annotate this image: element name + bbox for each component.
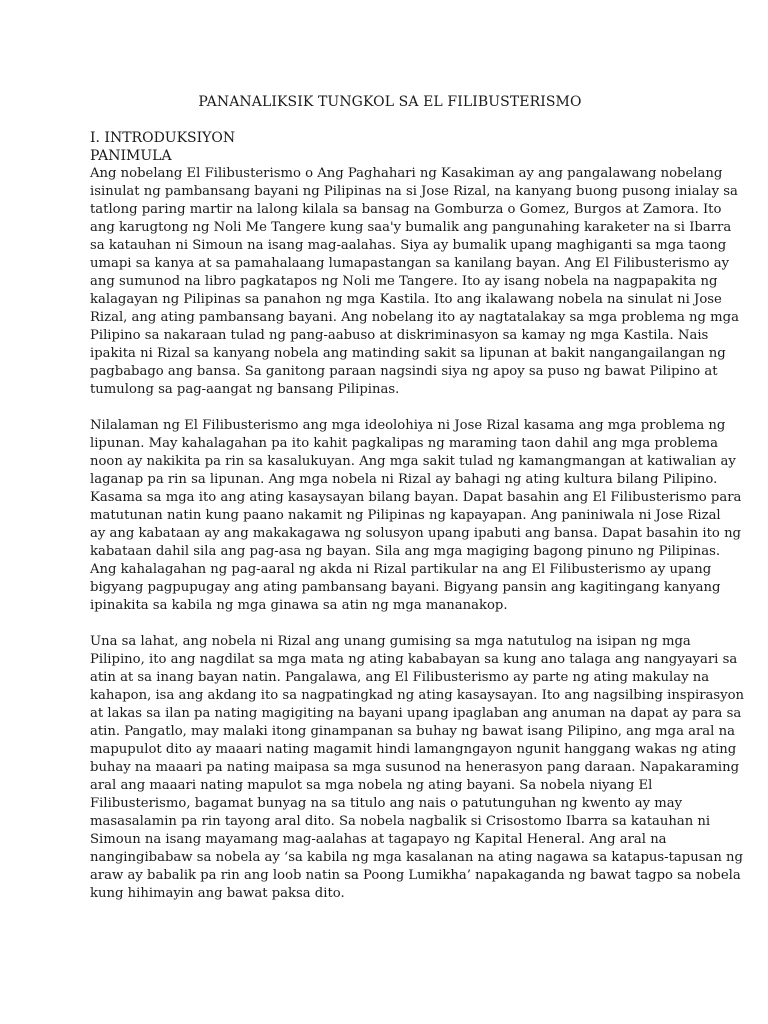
document-title: PANANALIKSIK TUNGKOL SA EL FILIBUSTERISMO: [198, 94, 582, 110]
text-line: Simoun na isang mayamang mag-aalahas at tagapayo ng Kapital Heneral. Ang aral na: [90, 832, 667, 847]
text-line: kabataan dahil sila ang pag-asa ng bayan. Sila ang mga magiging bagong pinuno ng Pilipinas.: [90, 544, 721, 559]
text-line: ipinakita sa kabila ng mga ginawa sa atin ng mga mananakop.: [90, 598, 508, 613]
text-line: kalagayan ng Pilipinas sa panahon ng mga Kastila. Ito ang ikalawang nobela na sinulat ni Jose: [90, 292, 722, 307]
text-line: tatlong paring martir na lalong kilala sa bansag na Gomburza o Gomez, Burgos at Zamora. Ito: [90, 202, 722, 217]
text-line: lipunan. May kahalagahan pa ito kahit pagkalipas ng maraming taon dahil ang mga problema: [90, 436, 718, 451]
text-line: Ang nobelang El Filibusterismo o Ang Paghahari ng Kasakiman ay ang pangalawang nobelang: [90, 166, 723, 181]
text-line: Kasama sa mga ito ang ating kasaysayan bilang bayan. Dapat basahin ang El Filibusterismo para: [90, 490, 742, 505]
text-line: aral ang maaari nating mapulot sa mga nobela ng ating bayani. Sa nobela niyang El: [90, 778, 653, 793]
body-text: [90, 165, 745, 903]
text-line: tumulong sa pag-aangat ng bansang Pilipinas.: [90, 382, 400, 397]
text-line: ang sumunod na libro pagkatapos ng Noli me Tangere. Ito ay isang nobela na nagpapakita ng: [90, 274, 718, 289]
text-line: kung hihimayin ang bawat paksa dito.: [90, 886, 345, 901]
text-line: atin. Pangatlo, may malaki itong ginampanan sa buhay ng bawat isang Pilipino, ang mga aral na: [90, 724, 735, 739]
text-line: ang karugtong ng Noli Me Tangere kung saa'y bumalik ang pangunahing karaketer na si Ibarra: [90, 220, 732, 235]
text-line: matutunan natin kung paano nakamit ng Pilipinas ng kapayapan. Ang paniniwala ni Jose Rizal: [90, 508, 721, 523]
text-line: nangingibabaw sa nobela ay ‘sa kabila ng mga kasalanan na ating nagawa sa katapus-tapusan ng: [90, 850, 743, 865]
text-line: laganap pa rin sa lipunan. Ang mga nobela ni Rizal ay bahagi ng ating kultura bilang Pilipino.: [90, 472, 718, 487]
text-line: pagbabago ang bansa. Sa ganitong paraan nagsindi siya ng apoy sa puso ng bawat Pilipino at: [90, 364, 718, 379]
text-line: Nilalaman ng El Filibusterismo ang mga ideolohiya ni Jose Rizal kasama ang mga problema ng: [90, 418, 726, 433]
text-line: Rizal, ang ating pambansang bayani. Ang nobelang ito ay nagtatalakay sa mga problema ng mga: [90, 310, 739, 325]
section-heading: I. INTRODUKSIYON: [90, 130, 236, 146]
text-line: masasalamin pa rin tayong aral dito. Sa nobela nagbalik si Crisostomo Ibarra sa katauhan ni: [90, 814, 711, 829]
text-line: ay ang kabataan ay ang makakagawa ng solusyon upang ipabuti ang bansa. Dapat basahin ito ng: [90, 526, 741, 541]
text-line: Filibusterismo, bagamat bunyag na sa titulo ang nais o patutunguhan ng kwento ay may: [90, 796, 683, 811]
text-line: buhay na maaari pa nating maipasa sa mga susunod na henerasyon pang daraan. Napakaraming: [90, 760, 740, 775]
text-line: isinulat ng pambansang bayani ng Pilipinas na si Jose Rizal, na kanyang buong pusong inialay sa: [90, 184, 738, 199]
text-line: Una sa lahat, ang nobela ni Rizal ang unang gumising sa mga natutulog na isipan ng mga: [90, 634, 691, 649]
text-line: bigyang pagpupugay ang ating pambansang bayani. Bigyang pansin ang kagitingang kanyang: [90, 580, 721, 595]
subheading: PANIMULA: [90, 148, 172, 164]
text-line: mapupulot dito ay maaari nating magamit hindi lamangngayon ngunit hanggang wakas ng ating: [90, 742, 737, 757]
document-page: [90, 93, 745, 921]
text-line: umapi sa kanya at sa pamahalaang lumapastangan sa kanilang bayan. Ang El Filibusterismo ay: [90, 256, 730, 271]
text-line: Pilipino, ito ang nagdilat sa mga mata ng ating kababayan sa kung ano talaga ang nangyayari sa: [90, 652, 738, 667]
paragraph: [90, 417, 742, 615]
paragraph: [90, 633, 745, 903]
text-line: sa katauhan ni Simoun na isang mag-aalahas. Siya ay bumalik upang maghiganti sa mga taong: [90, 238, 727, 253]
text-line: atin at sa inang bayan natin. Pangalawa, ang El Filibusterismo ay parte ng ating makulay na: [90, 670, 710, 685]
text-line: Ang kahalagahan ng pag-aaral ng akda ni Rizal partikular na ang El Filibusterismo ay upang: [90, 562, 712, 577]
text-line: ipakita ni Rizal sa kanyang nobela ang matinding sakit sa lipunan at bakit nangangailangan ng: [90, 346, 726, 361]
text-line: at lakas sa ilan pa nating magigiting na bayani upang ipaglaban ang anuman na dapat ay para sa: [90, 706, 742, 721]
text-line: Pilipino sa nakaraan tulad ng pang-aabuso at diskriminasyon sa kamay ng mga Kastila. Nais: [90, 328, 709, 343]
paragraph: [90, 165, 739, 399]
text-line: noon ay nakikita pa rin sa kasalukuyan. Ang mga sakit tulad ng kamangmangan at katiwalian ay: [90, 454, 736, 469]
text-line: kahapon, isa ang akdang ito sa nagpatingkad ng ating kasaysayan. Ito ang nagsilbing inspirasyon: [90, 688, 745, 703]
text-line: araw ay babalik pa rin ang loob natin sa Poong Lumikha’ napakaganda ng bawat tagpo sa nobela: [90, 868, 741, 883]
